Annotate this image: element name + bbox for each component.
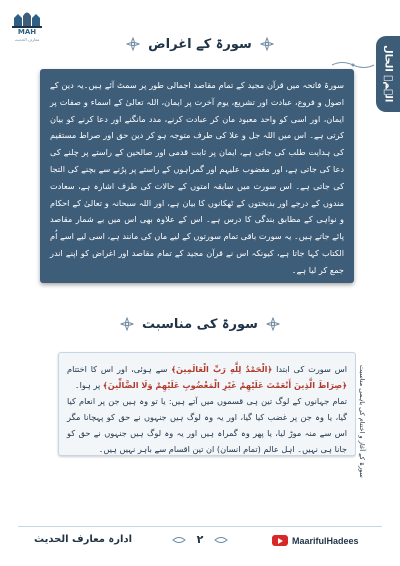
floral-ornament-icon [120,317,134,331]
text-span: پر ہوا۔ [74,380,103,390]
quran-verse-closing: ﴿صِرَاطَ الَّذِينَ أَنْعَمْتَ عَلَيْهِمْ غَيْرِ الْمَغْضُوبِ عَلَيْهِمْ وَلَا الضَّالِّينَ﴾ [102,380,347,390]
section-title: سورۃ کے اغراض [148,36,252,52]
surah-side-tab [376,36,400,112]
youtube-icon [272,535,288,546]
floral-ornament-icon [260,37,274,51]
aims-text-card [40,69,354,283]
text-span: اس سورت کی ابتدا [272,364,347,374]
floral-ornament-icon [126,37,140,51]
page-number: ٢ [196,533,204,546]
section-heading-relevance [100,312,300,336]
page-footer [0,526,400,556]
relevance-paragraph [67,361,347,454]
footer-divider [18,526,382,527]
logo-text: MAH [17,28,37,36]
aims-paragraph: سورۃ فاتحہ میں قرآن مجید کے تمام مقاصد اجمالی طور پر سمٹ آئے ہیں۔یہ دین کے اصول و فروع، عبادت اور تشریع، یوم آخرت پر ایمان، اللہ تعالیٰ کے اسماء و صفات پر ایمان، اور اسی کو واحد معبود مان کر عبادت کرنے، مدد مانگنے اور دعا کرنے کو بیان کرتی ہے۔ اس میں اللہ جل و علا کی طرف متوجہ ہو کر دین حق اور صراط مستقیم کی ہدایت طلب کی جاتی ہے، ایمان پر ثابت قدمی اور صالحین کے راستے پر چلنے کی دعا کی جاتی ہے، اور مغضوب علیہم اور گمراہوں کے راستے پر پڑنے سے بچنے کی التجا کی جاتی ہے۔ اس سورت میں سابقہ امتوں کے حالات کی طرف اشارہ ہے، سعادت مندوں کے درجے اور بدبختوں کے ٹھکانوں کا بیان ہے، اور اللہ سبحانہ و تعالیٰ کے احکام و نواہی کے مطابق بندگی کا درس ہے۔ اس کے علاوہ بھی اس میں بے شمار مقاصد پائے جاتے ہیں۔ یہ سورت باقی تمام سورتوں کے لیے ماں کی مانند ہے، اسی لیے اسے اُم الکتاب کہا جاتا ہے، کیونکہ اس نے قرآن مجید کے تمام مقاصد اور اغراض کو اپنے اندر جمع کر لیا ہے۔ [50,80,344,275]
mosque-logo-icon [10,8,44,28]
side-note-bar [356,352,368,490]
relevance-text-card [58,352,356,456]
text-span: تمام جہانوں کے لوگ تین ہی قسموں میں آتے ہیں: یا تو وہ ہیں جن پر انعام کیا گیا، یا وہ جن پر غضب کیا گیا، اور یہ وہ لوگ ہیں جنہوں نے حق کو پہچانا مگر اس سے منہ موڑ لیا، یا پھر وہ گمراہ ہیں اور یہ وہ لوگ ہیں جنہوں نے حق کو جانا ہی نہیں۔ اہل عالم (تمام انسان) ان تین اقسام سے باہر نہیں ہیں۔ [67,396,347,454]
side-tab-label: الۗمۤ الحال [382,45,394,103]
logo-subtitle: معارف الحدیث [14,37,40,42]
section-heading-aims [100,32,300,56]
floral-ornament-icon [172,534,186,546]
org-logo [8,8,46,48]
quran-verse-opening: ﴿الْحَمْدُ لِلَّهِ رَبِّ الْعَالَمِينَ﴾ [171,364,273,374]
youtube-link[interactable] [272,535,359,546]
side-note-text: سورۃ کے آغاز و اختتام کی باہمی مناسبت [358,364,366,478]
youtube-handle: MaarifulHadees [292,535,359,546]
section-title: سورۃ کی مناسبت [142,316,258,332]
footer-org-name: ادارہ معارف الحدیث [34,534,133,545]
floral-ornament-icon [266,317,280,331]
text-span: سے ہوئی، اور اس کا اختتام [67,364,172,374]
floral-ornament-icon [214,534,228,546]
